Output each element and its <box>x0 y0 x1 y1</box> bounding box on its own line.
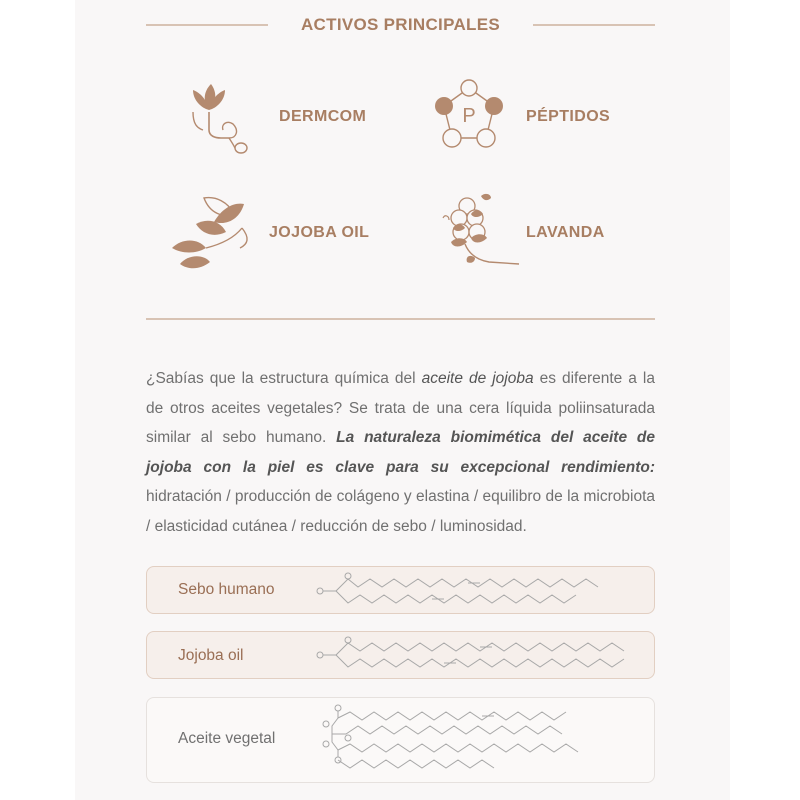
description-text-2: es diferente a la de otros aceites vegetales? Se trata de una cera líquida poliinsaturada similar al sebo humano. <box>146 370 655 447</box>
comparison-jojoba-oil <box>146 631 655 679</box>
vegetable-oil-molecule-icon <box>312 698 612 782</box>
comparison-label: Aceite vegetal <box>178 730 276 747</box>
comparison-aceite-vegetal <box>146 697 655 783</box>
jojoba-leaves-icon <box>166 188 271 278</box>
lavender-flower-icon <box>431 188 521 278</box>
comparison-label: Jojoba oil <box>178 647 244 664</box>
section-title: ACTIVOS PRINCIPALES <box>300 15 501 34</box>
active-label-dermcom: DERMCOM <box>279 108 367 125</box>
actives-grid <box>75 0 730 320</box>
section-divider <box>146 318 655 320</box>
lotus-flower-icon <box>181 72 271 162</box>
description-text-3: hidratación / producción de colágeno y elastina / equilibro de la microbiota / elasticidad cutánea / reducción de sebo / luminosidad. <box>146 488 655 535</box>
description-bold-italic: La naturaleza biomimética del aceite de jojoba con la piel es clave para su excepcional rendimiento: <box>146 429 656 476</box>
active-lavanda <box>431 188 605 278</box>
description-emphasis: aceite de jojoba <box>421 370 534 387</box>
active-label-lavanda: LAVANDA <box>526 224 605 241</box>
comparison-sebo-humano <box>146 566 655 614</box>
jojoba-molecule-icon <box>312 632 632 678</box>
product-info-page <box>75 0 730 800</box>
active-jojoba-oil <box>166 188 369 278</box>
description-paragraph <box>146 364 655 542</box>
sebo-molecule-icon <box>312 567 612 613</box>
peptide-molecule-icon <box>428 72 518 162</box>
active-label-peptidos: PÉPTIDOS <box>526 108 611 125</box>
active-peptidos <box>428 72 610 162</box>
active-label-jojoba: JOJOBA OIL <box>269 224 370 241</box>
description-text-1: ¿Sabías que la estructura química del <box>146 370 422 387</box>
active-dermcom <box>181 72 366 162</box>
comparison-label: Sebo humano <box>178 581 275 598</box>
svg-text:P: P <box>462 105 476 127</box>
